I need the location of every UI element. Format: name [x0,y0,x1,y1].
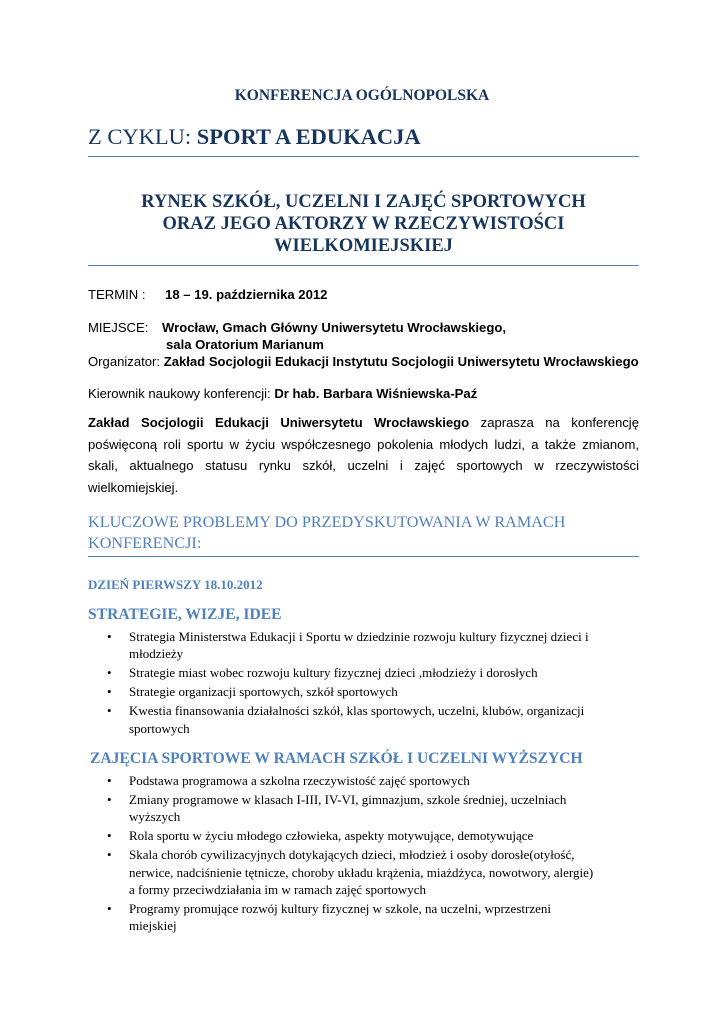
list-item: • Strategia Ministerstwa Edukacji i Sportu w dziedzinie rozwoju kultury fizycznej dzieci i młodzieży [107,629,589,662]
title-line: ORAZ JEGO AKTORZY W RZECZYWISTOŚCI [162,214,565,234]
day-heading: DZIEŃ PIERWSZY 18.10.2012 [88,577,263,592]
intro-paragraph [88,412,639,498]
section-list [88,628,639,738]
section-heading: ZAJĘCIA SPORTOWE W RAMACH SZKÓŁ I UCZELNI WYŻSZYCH [90,750,583,767]
section-heading: STRATEGIE, WIZJE, IDEE [88,606,282,623]
list-item: • Skala chorób cywilizacyjnych dotykających dzieci, młodzież i osoby dorosłe(otyłość, nerwice, nadciśnienie tętnicze, choroby układu krążenia, miażdżyca, nowotwory, alergie) a formy przeciwdziałania im w ramach zajęć sportowych [107,847,594,897]
organizator-label: Organizator: [88,354,161,369]
intro-line-4: wielkomiejskiej. [88,479,179,495]
list-item: • Kwestia finansowania działalności szkół, klas sportowych, uczelni, klubów, organizacji sportowych [107,703,585,736]
bullet-icon: • [107,684,112,700]
organizator-value: Zakład Socjologii Edukacji Instytutu Socjologii Uniwersytetu Wrocławskiego [163,354,639,369]
kierownik-value: Dr hab. Barbara Wiśniewska-Paź [274,386,478,401]
termin-value: 18 – 19. października 2012 [165,287,328,302]
list-item: • Podstawa programowa a szkolna rzeczywistość zajęć sportowych [107,773,470,788]
bullet-icon: • [107,900,112,916]
section-list [88,772,639,936]
intro-line-2: poświęconą roli sportu w życiu współczesnego pokolenia młodych ludzi, a także zmianom, [88,436,639,452]
kierownik-label: Kierownik naukowy konferencji: [88,386,271,401]
organizator-row [88,354,639,369]
list-item: • Strategie miast wobec rozwoju kultury fizycznej dzieci ,młodzieży i dorosłych [107,665,538,681]
divider [88,265,639,266]
miejsce-label: MIEJSCE: [88,320,149,335]
cycle-prefix: Z CYKLU: [88,124,192,149]
cycle-name: SPORT A EDUKACJA [196,124,421,149]
miejsce-row-2 [166,337,324,352]
key-problems-line: KONFERENCJI: [88,534,202,552]
intro-line-1 [88,412,639,434]
title-line: RYNEK SZKÓŁ, UCZELNI I ZAJĘĆ SPORTOWYCH [141,192,586,212]
intro-lead: Zakład Socjologii Edukacji Uniwersytetu Wrocławskiego [88,415,470,430]
conference-title [88,191,639,257]
list-item: • Strategie organizacji sportowych, szkół sportowych [107,684,398,700]
bullet-icon: • [107,665,112,681]
miejsce-value: Wrocław, Gmach Główny Uniwersytetu Wrocławskiego, [162,320,506,335]
termin-label: TERMIN : [88,287,146,302]
bullet-icon: • [107,703,112,719]
cycle-heading [88,124,421,150]
title-line: WIELKOMIEJSKIEJ [274,236,453,256]
list-item: • Zmiany programowe w klasach I-III, IV-VI, gimnazjum, szkole średniej, uczelniach wyższych [107,791,567,825]
list-item: • Rola sportu w życiu młodego człowieka, aspekty motywujące, demotywujące [107,828,534,844]
bullet-icon: • [107,791,112,807]
divider [88,156,639,157]
bullet-icon: • [107,773,112,788]
miejsce-value-2: sala Oratorium Marianum [166,337,324,352]
list-item: • Programy promujące rozwój kultury fizycznej w szkole, na uczelni, wprzestrzeni miejskiej [107,900,551,934]
kierownik-row [88,386,477,401]
bullet-icon: • [107,629,112,644]
bullet-icon: • [107,847,112,863]
conference-type: KONFERENCJA OGÓLNOPOLSKA [234,87,490,104]
termin-row [88,287,327,302]
bullet-icon: • [107,828,112,844]
miejsce-row [88,320,506,335]
intro-line-3: skali, aktualnego statusu rynku szkół, uczelni i zajęć sportowych w rzeczywistości [88,458,639,474]
key-problems-heading [88,512,639,554]
key-problems-line: KLUCZOWE PROBLEMY DO PRZEDYSKUTOWANIA W RAMACH [88,513,566,531]
intro-line-1-rest: zaprasza na konferencję [480,415,640,430]
divider [88,556,639,557]
